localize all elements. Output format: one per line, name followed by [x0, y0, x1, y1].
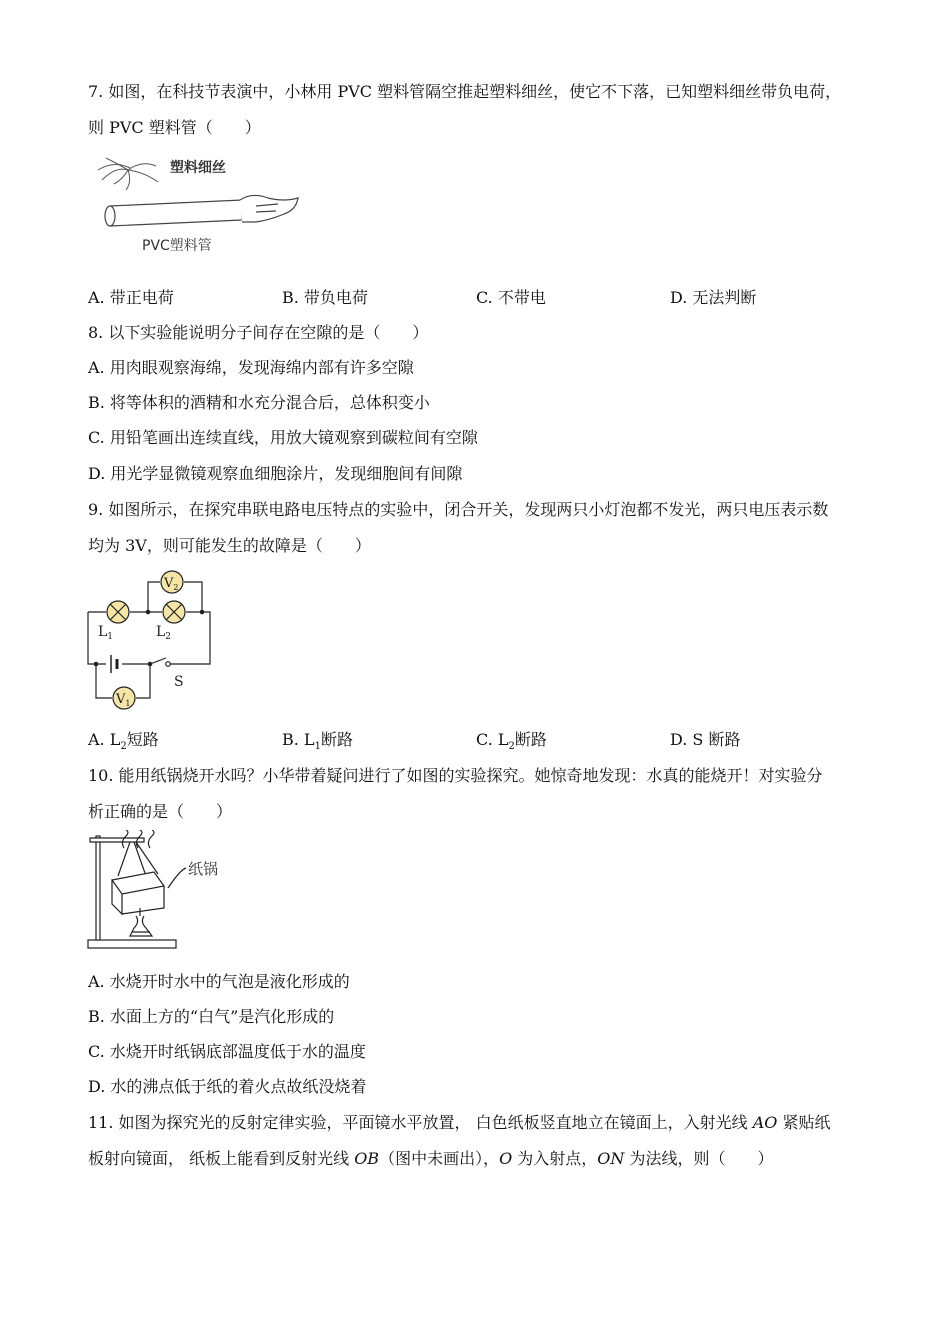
q7-option-c[interactable]: C. 不带电	[476, 288, 546, 307]
q10-option-d[interactable]: D. 水的沸点低于纸的着火点故纸没烧着	[88, 1077, 367, 1096]
q9-option-a[interactable]: A. $L_2$短路	[88, 730, 159, 753]
svg-text:V1: $V_1$	[116, 692, 131, 708]
label-switch-s: S	[174, 674, 184, 690]
q7-figure-pvc-pipe	[92, 148, 312, 260]
q10-option-b[interactable]: B. 水面上方的“白气”是汽化形成的	[88, 1007, 335, 1026]
q7-stem-line1: 7. 如图，在科技节表演中，小林用 PVC 塑料管隔空推起塑料细丝，使它不下落，已知塑料细丝带负电荷，	[88, 82, 842, 101]
label-l1: $L_1$	[98, 624, 114, 642]
voltmeter-v1-icon	[113, 687, 135, 709]
q9-option-c[interactable]: C. $L_2$断路	[476, 730, 547, 753]
q9-option-b[interactable]: B. $L_1$断路	[282, 730, 353, 753]
q10-option-c[interactable]: C. 水烧开时纸锅底部温度低于水的温度	[88, 1042, 366, 1061]
q11-stem-line1: 11. 如图为探究光的反射定律实验，平面镜水平放置， 白色纸板竖直地立在镜面上，入射光线 AO 紧贴纸	[88, 1113, 831, 1132]
q7-option-b[interactable]: B. 带负电荷	[282, 288, 368, 307]
q8-option-d[interactable]: D. 用光学显微镜观察血细胞涂片，发现细胞间有间隙	[88, 464, 463, 483]
voltmeter-v2-icon	[161, 571, 183, 593]
q9-stem-line2: 均为 3V，则可能发生的故障是（ ）	[88, 536, 371, 555]
svg-text:V2: $V_2$	[164, 576, 179, 592]
q9-option-d[interactable]: D. S 断路	[670, 730, 741, 749]
lamp-l1-icon	[107, 601, 129, 623]
q7-label-filament: 塑料细丝	[170, 160, 226, 176]
q9-figure-circuit	[84, 566, 216, 716]
q11-stem-line2: 板射向镜面， 纸板上能看到反射光线 OB（图中未画出），O 为入射点，ON 为法线，则（ ）	[88, 1149, 774, 1168]
q10-option-a[interactable]: A. 水烧开时水中的气泡是液化形成的	[88, 972, 350, 991]
q8-option-a[interactable]: A. 用肉眼观察海绵，发现海绵内部有许多空隙	[88, 358, 414, 377]
q10-stem-line1: 10. 能用纸锅烧开水吗？小华带着疑问进行了如图的实验探究。她惊奇地发现：水真的能烧开！对实验分	[88, 766, 823, 785]
q10-label-pot: 纸锅	[188, 860, 219, 878]
q10-figure-paper-pot	[84, 830, 234, 952]
q9-stem-line1: 9. 如图所示，在探究串联电路电压特点的实验中，闭合开关，发现两只小灯泡都不发光，两只电压表示数	[88, 500, 829, 519]
q7-stem-line2: 则 PVC 塑料管（ ）	[88, 118, 261, 137]
q7-option-a[interactable]: A. 带正电荷	[88, 288, 174, 307]
label-l2: $L_2$	[156, 624, 172, 642]
q10-stem-line2: 析正确的是（ ）	[88, 802, 233, 821]
q8-stem: 8. 以下实验能说明分子间存在空隙的是（ ）	[88, 323, 429, 342]
q8-option-c[interactable]: C. 用铅笔画出连续直线，用放大镜观察到碳粒间有空隙	[88, 428, 478, 447]
lamp-l2-icon	[163, 601, 185, 623]
q8-option-b[interactable]: B. 将等体积的酒精和水充分混合后，总体积变小	[88, 393, 430, 412]
q7-option-d[interactable]: D. 无法判断	[670, 288, 757, 307]
q7-label-pipe: PVC塑料管	[142, 238, 212, 254]
